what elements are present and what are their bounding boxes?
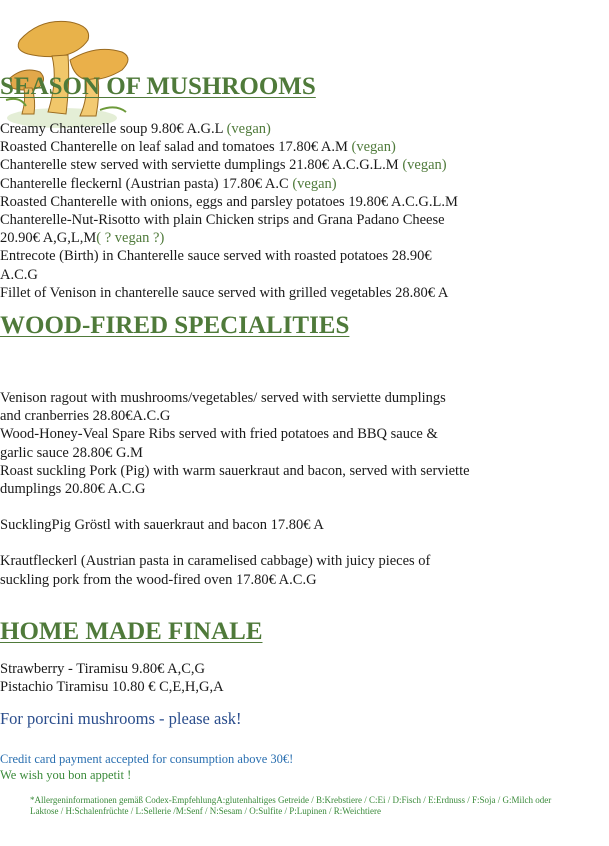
menu-item: suckling pork from the wood-fired oven 17.80€ A.C.G: [0, 571, 317, 588]
section-title-mushrooms: SEASON OF MUSHROOMS: [0, 73, 316, 100]
payment-note: [0, 751, 609, 783]
menu-item: SucklingPig Gröstl with sauerkraut and bacon 17.80€ A: [0, 517, 324, 534]
menu-item: dumplings 20.80€ A.C.G: [0, 481, 146, 498]
menu-item: Chanterelle fleckernl (Austrian pasta) 17.80€ A.C (vegan): [0, 175, 337, 192]
menu-item: Pistachio Tiramisu 10.80 € C,E,H,G,A: [0, 679, 224, 696]
section-title-wood-fired: WOOD-FIRED SPECIALITIES: [0, 312, 350, 339]
allergen-footnote: *Allergeninformationen gemäß Codex-EmpfehlungA:glutenhaltiges Getreide / B:Krebstiere / C:Ei / D:Fisch / E:Erdnuss / F:Soja / G:Milch oder Laktose / H:Schalenfrüchte / L:Sellerie /M:Senf / N:Sesam / O:Sulfite / P:Lupinen / R:Weichtiere: [30, 795, 552, 816]
menu-item: Roasted Chanterelle on leaf salad and tomatoes 17.80€ A.M (vegan): [0, 139, 396, 156]
spacer: [0, 498, 609, 516]
menu-item: 20.90€ A,G,L,M( ? vegan ?): [0, 230, 165, 247]
wood-fired-menu-list: [0, 389, 609, 589]
bon-appetit-note: We wish you bon appetit !: [0, 768, 132, 782]
menu-item: A.C.G: [0, 266, 38, 283]
menu-item: Entrecote (Birth) in Chanterelle sauce served with roasted potatoes 28.90€: [0, 248, 432, 265]
menu-item: Roast suckling Pork (Pig) with warm sauerkraut and bacon, served with serviette: [0, 462, 470, 479]
mushroom-menu-list: [0, 120, 609, 302]
chanterelle-mushroom-icon: [0, 0, 140, 135]
menu-item: Wood-Honey-Veal Spare Ribs served with fried potatoes and BBQ sauce &: [0, 426, 438, 443]
menu-item: Krautfleckerl (Austrian pasta in caramelised cabbage) with juicy pieces of: [0, 553, 431, 570]
menu-item: Venison ragout with mushrooms/vegetables/ served with serviette dumplings: [0, 390, 446, 406]
finale-menu-list: [0, 660, 609, 696]
spacer: [0, 534, 609, 552]
menu-item: Chanterelle-Nut-Risotto with plain Chicken strips and Grana Padano Cheese: [0, 212, 445, 229]
menu-item: Fillet of Venison in chanterelle sauce served with grilled vegetables 28.80€ A: [0, 284, 449, 301]
menu-item: Roasted Chanterelle with onions, eggs and parsley potatoes 19.80€ A.C.G.L.M: [0, 193, 458, 210]
menu-item: and cranberries 28.80€A.C.G: [0, 408, 171, 425]
porcini-note: For porcini mushrooms - please ask!: [0, 709, 242, 728]
credit-card-note: Credit card payment accepted for consumption above 30€!: [0, 752, 294, 766]
menu-item: Creamy Chanterelle soup 9.80€ A.G.L (vegan): [0, 121, 271, 137]
section-title-finale: HOME MADE FINALE: [0, 618, 263, 645]
menu-item: garlic sauce 28.80€ G.M: [0, 444, 143, 461]
menu-item: Chanterelle stew served with serviette dumplings 21.80€ A.C.G.L.M (vegan): [0, 157, 447, 174]
menu-item: Strawberry - Tiramisu 9.80€ A,C,G: [0, 661, 206, 677]
